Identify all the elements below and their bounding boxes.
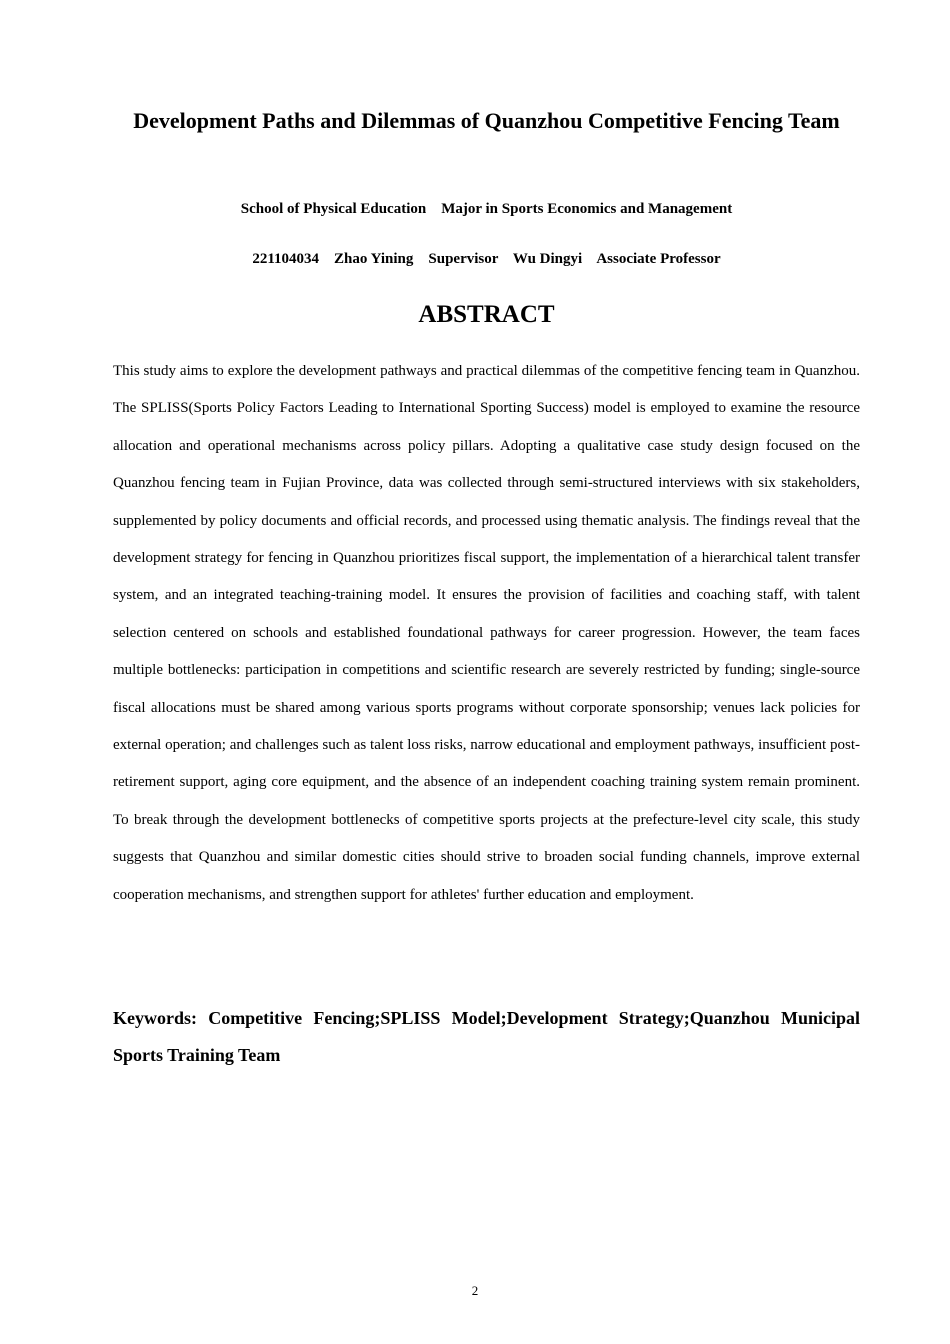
paper-title: Development Paths and Dilemmas of Quanzhou Competitive Fencing Team bbox=[133, 108, 840, 133]
abstract-heading: ABSTRACT bbox=[418, 301, 555, 328]
student-supervisor-line: 221104034 Zhao Yining Supervisor Wu Dingyi Associate Professor bbox=[252, 251, 721, 267]
keywords-line: Keywords: Competitive Fencing;SPLISS Model;Development Strategy;Quanzhou Municipal Sports Training Team bbox=[113, 1008, 860, 1065]
abstract-text: This study aims to explore the development pathways and practical dilemmas of the competitive fencing team in Quanzhou. The SPLISS(Sports Policy Factors Leading to International Sporting Success) model is employed to examine the resource allocation and operational mechanisms across policy pillars. Adopting a qualitative case study design focused on the Quanzhou fencing team in Fujian Province, data was collected through semi-structured interviews with six stakeholders, supplemented by policy documents and official records, and processed using thematic analysis. The findings reveal that the development strategy for fencing in Quanzhou prioritizes fiscal support, the implementation of a hierarchical talent transfer system, and an integrated teaching-training model. It ensures the provision of facilities and coaching staff, with talent selection centered on schools and established foundational pathways for career progression. However, the team faces multiple bottlenecks: participation in competitions and scientific research are severely restricted by funding; single-source fiscal allocations must be shared among various sports programs without corporate sponsorship; venues lack policies for external operation; and challenges such as talent loss risks, narrow educational and employment pathways, insufficient post-retirement support, aging core equipment, and the absence of an independent coaching training system remain prominent. To break through the development bottlenecks of competitive sports projects at the prefecture-level city scale, this study suggests that Quanzhou and similar domestic cities should strive to broaden social funding channels, improve external cooperation mechanisms, and strengthen support for athletes' further education and employment. bbox=[113, 363, 860, 903]
school-major-line: School of Physical Education Major in Sports Economics and Management bbox=[240, 201, 733, 217]
page-number: 2 bbox=[471, 1283, 479, 1298]
